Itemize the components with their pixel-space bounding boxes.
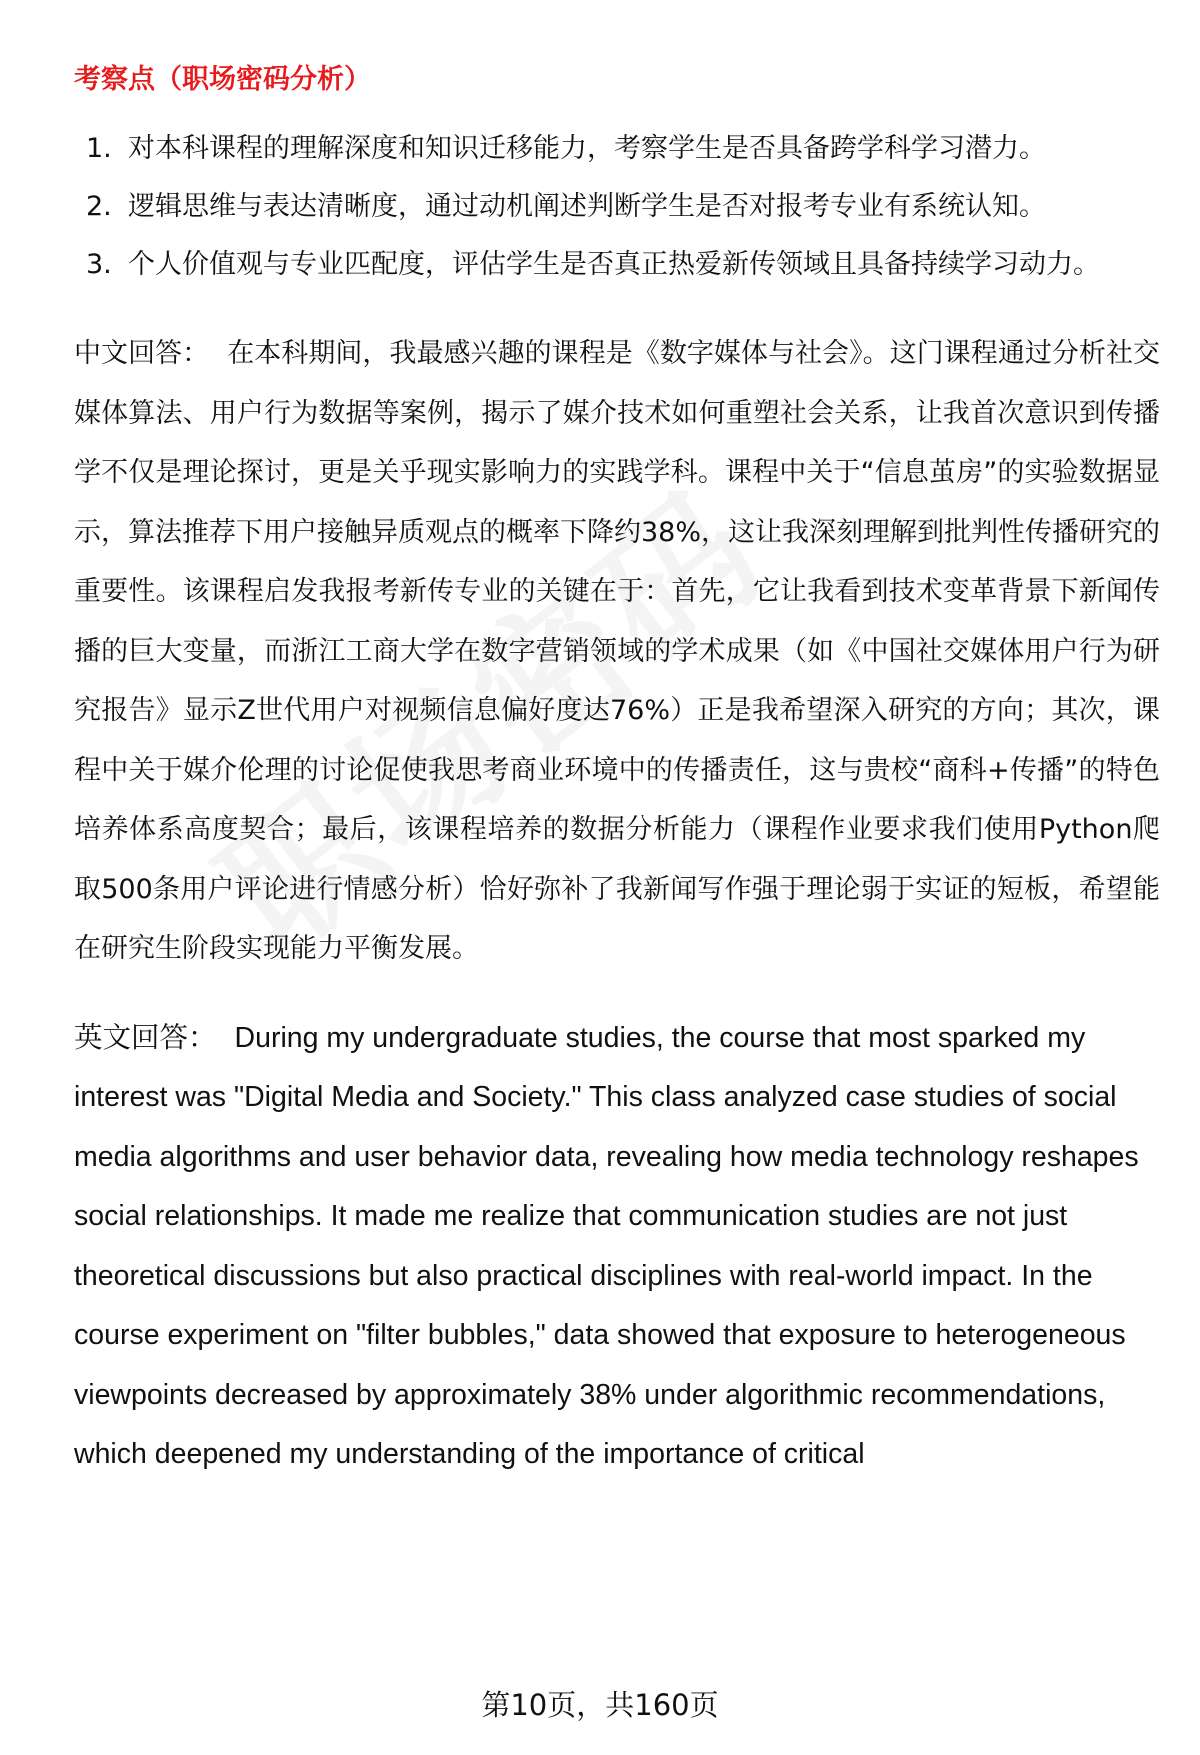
section-title: 考察点（职场密码分析） [74,64,371,95]
english-answer-label: 英文回答： [74,1021,217,1054]
assessment-points-list [74,120,1160,294]
english-answer-paragraph [74,1009,1160,1485]
list-item-number: 1. [86,133,112,164]
list-item-text: 逻辑思维与表达清晰度，通过动机阐述判断学生是否对报考专业有系统认知。 [128,191,1046,222]
list-item [74,120,1160,178]
list-item-number: 2. [86,191,112,222]
chinese-answer-label: 中文回答： [74,338,210,369]
chinese-answer-text: 在本科期间，我最感兴趣的课程是《数字媒体与社会》。这门课程通过分析社交媒体算法、用户行为数据等案例，揭示了媒介技术如何重塑社会关系，让我首次意识到传播学不仅是理论探讨，更是关乎现实影响力的实践学科。课程中关于“信息茧房”的实验数据显示，算法推荐下用户接触异质观点的概率下降约38%，这让我深刻理解到批判性传播研究的重要性。该课程启发我报考新传专业的关键在于：首先，它让我看到技术变革背景下新闻传播的巨大变量，而浙江工商大学在数字营销领域的学术成果（如《中国社交媒体用户行为研究报告》显示Z世代用户对视频信息偏好度达76%）正是我希望深入研究的方向；其次，课程中关于媒介伦理的讨论促使我思考商业环境中的传播责任，这与贵校“商科+传播”的特色培养体系高度契合；最后，该课程培养的数据分析能力（课程作业要求我们使用Python爬取500条用户评论进行情感分析）恰好弥补了我新闻写作强于理论弱于实证的短板，希望能在研究生阶段实现能力平衡发展。 [74,338,1161,964]
list-item [74,236,1160,294]
list-item-text: 个人价值观与专业匹配度，评估学生是否真正热爱新传领域且具备持续学习动力。 [128,249,1100,280]
list-item-text: 对本科课程的理解深度和知识迁移能力，考察学生是否具备跨学科学习潜力。 [128,133,1046,164]
chinese-answer-paragraph [74,324,1160,979]
page-content [74,56,1160,1485]
page-number-footer: 第10页，共160页 [481,1688,719,1722]
english-answer-text: During my undergraduate studies, the course that most sparked my interest was "Digital Media and Society." This class analyzed case studies of social media algorithms and user behavior data, revealing how media technology reshapes social relationships. It made me realize that communication studies are not just theoretical discussions but also practical disciplines with real-world impact. In the course experiment on "filter bubbles," data showed that exposure to heterogeneous viewpoints decreased by approximately 38% under algorithmic recommendations, which deepened my understanding of the importance of critical [74,1021,1139,1470]
list-item-number: 3. [86,249,112,280]
list-item [74,178,1160,236]
